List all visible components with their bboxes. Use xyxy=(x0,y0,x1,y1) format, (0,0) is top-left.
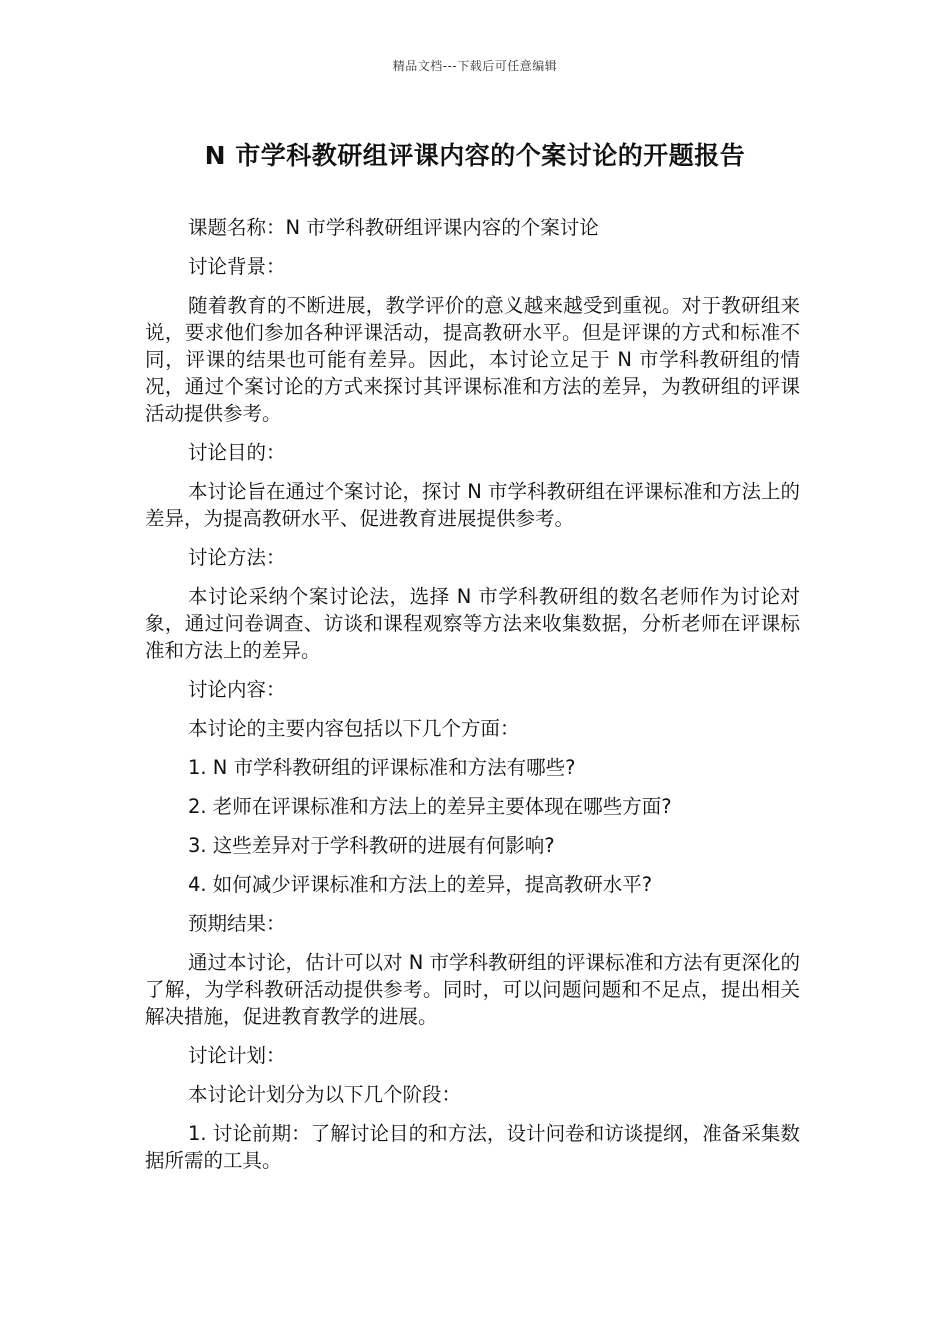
content-item-3: 3. 这些差异对于学科教研的进展有何影响? xyxy=(188,834,555,857)
content-intro: 本讨论的主要内容包括以下几个方面： xyxy=(188,717,520,740)
plan-item-1: 1. 讨论前期：了解讨论目的和方法，设计问卷和访谈提纲，准备采集数据所需的工具。 xyxy=(145,1122,800,1172)
document-body xyxy=(145,214,800,1186)
content-item-2: 2. 老师在评课标准和方法上的差异主要体现在哪些方面? xyxy=(188,795,672,818)
method-paragraph: 本讨论采纳个案讨论法，选择 N 市学科教研组的数名老师作为讨论对象，通过问卷调查、访谈和课程观察等方法来收集数据，分析老师在评课标准和方法上的差异。 xyxy=(145,585,800,662)
section-heading-background: 讨论背景： xyxy=(188,255,286,278)
header-note: 精品文档---下载后可任意编辑 xyxy=(392,59,558,73)
expected-results-paragraph: 通过本讨论，估计可以对 N 市学科教研组的评课标准和方法有更深化的了解，为学科教研活动提供参考。同时，可以问题问题和不足点，提出相关解决措施，促进教育教学的进展。 xyxy=(145,951,800,1028)
plan-intro: 本讨论计划分为以下几个阶段： xyxy=(188,1083,462,1106)
content-item-4: 4. 如何减少评课标准和方法上的差异，提高教研水平? xyxy=(188,873,653,896)
purpose-paragraph: 本讨论旨在通过个案讨论，探讨 N 市学科教研组在评课标准和方法上的差异，为提高教研水平、促进教育进展提供参考。 xyxy=(145,480,800,530)
topic-name-line: 课题名称：N 市学科教研组评课内容的个案讨论 xyxy=(188,216,599,239)
background-paragraph: 随着教育的不断进展，教学评价的意义越来越受到重视。对于教研组来说，要求他们参加各种评课活动，提高教研水平。但是评课的方式和标准不同，评课的结果也可能有差异。因此，本讨论立足于 N 市学科教研组的情况，通过个案讨论的方式来探讨其评课标准和方法的差异，为教研组的评课活动提供参考。 xyxy=(145,294,800,425)
content-item-1: 1. N 市学科教研组的评课标准和方法有哪些? xyxy=(188,756,576,779)
document-title: N 市学科教研组评课内容的个案讨论的开题报告 xyxy=(204,141,746,170)
section-heading-method: 讨论方法： xyxy=(188,546,286,569)
section-heading-content: 讨论内容： xyxy=(188,678,286,701)
section-heading-purpose: 讨论目的： xyxy=(188,441,286,464)
section-heading-expected-results: 预期结果： xyxy=(188,912,286,935)
section-heading-plan: 讨论计划： xyxy=(188,1044,286,1067)
